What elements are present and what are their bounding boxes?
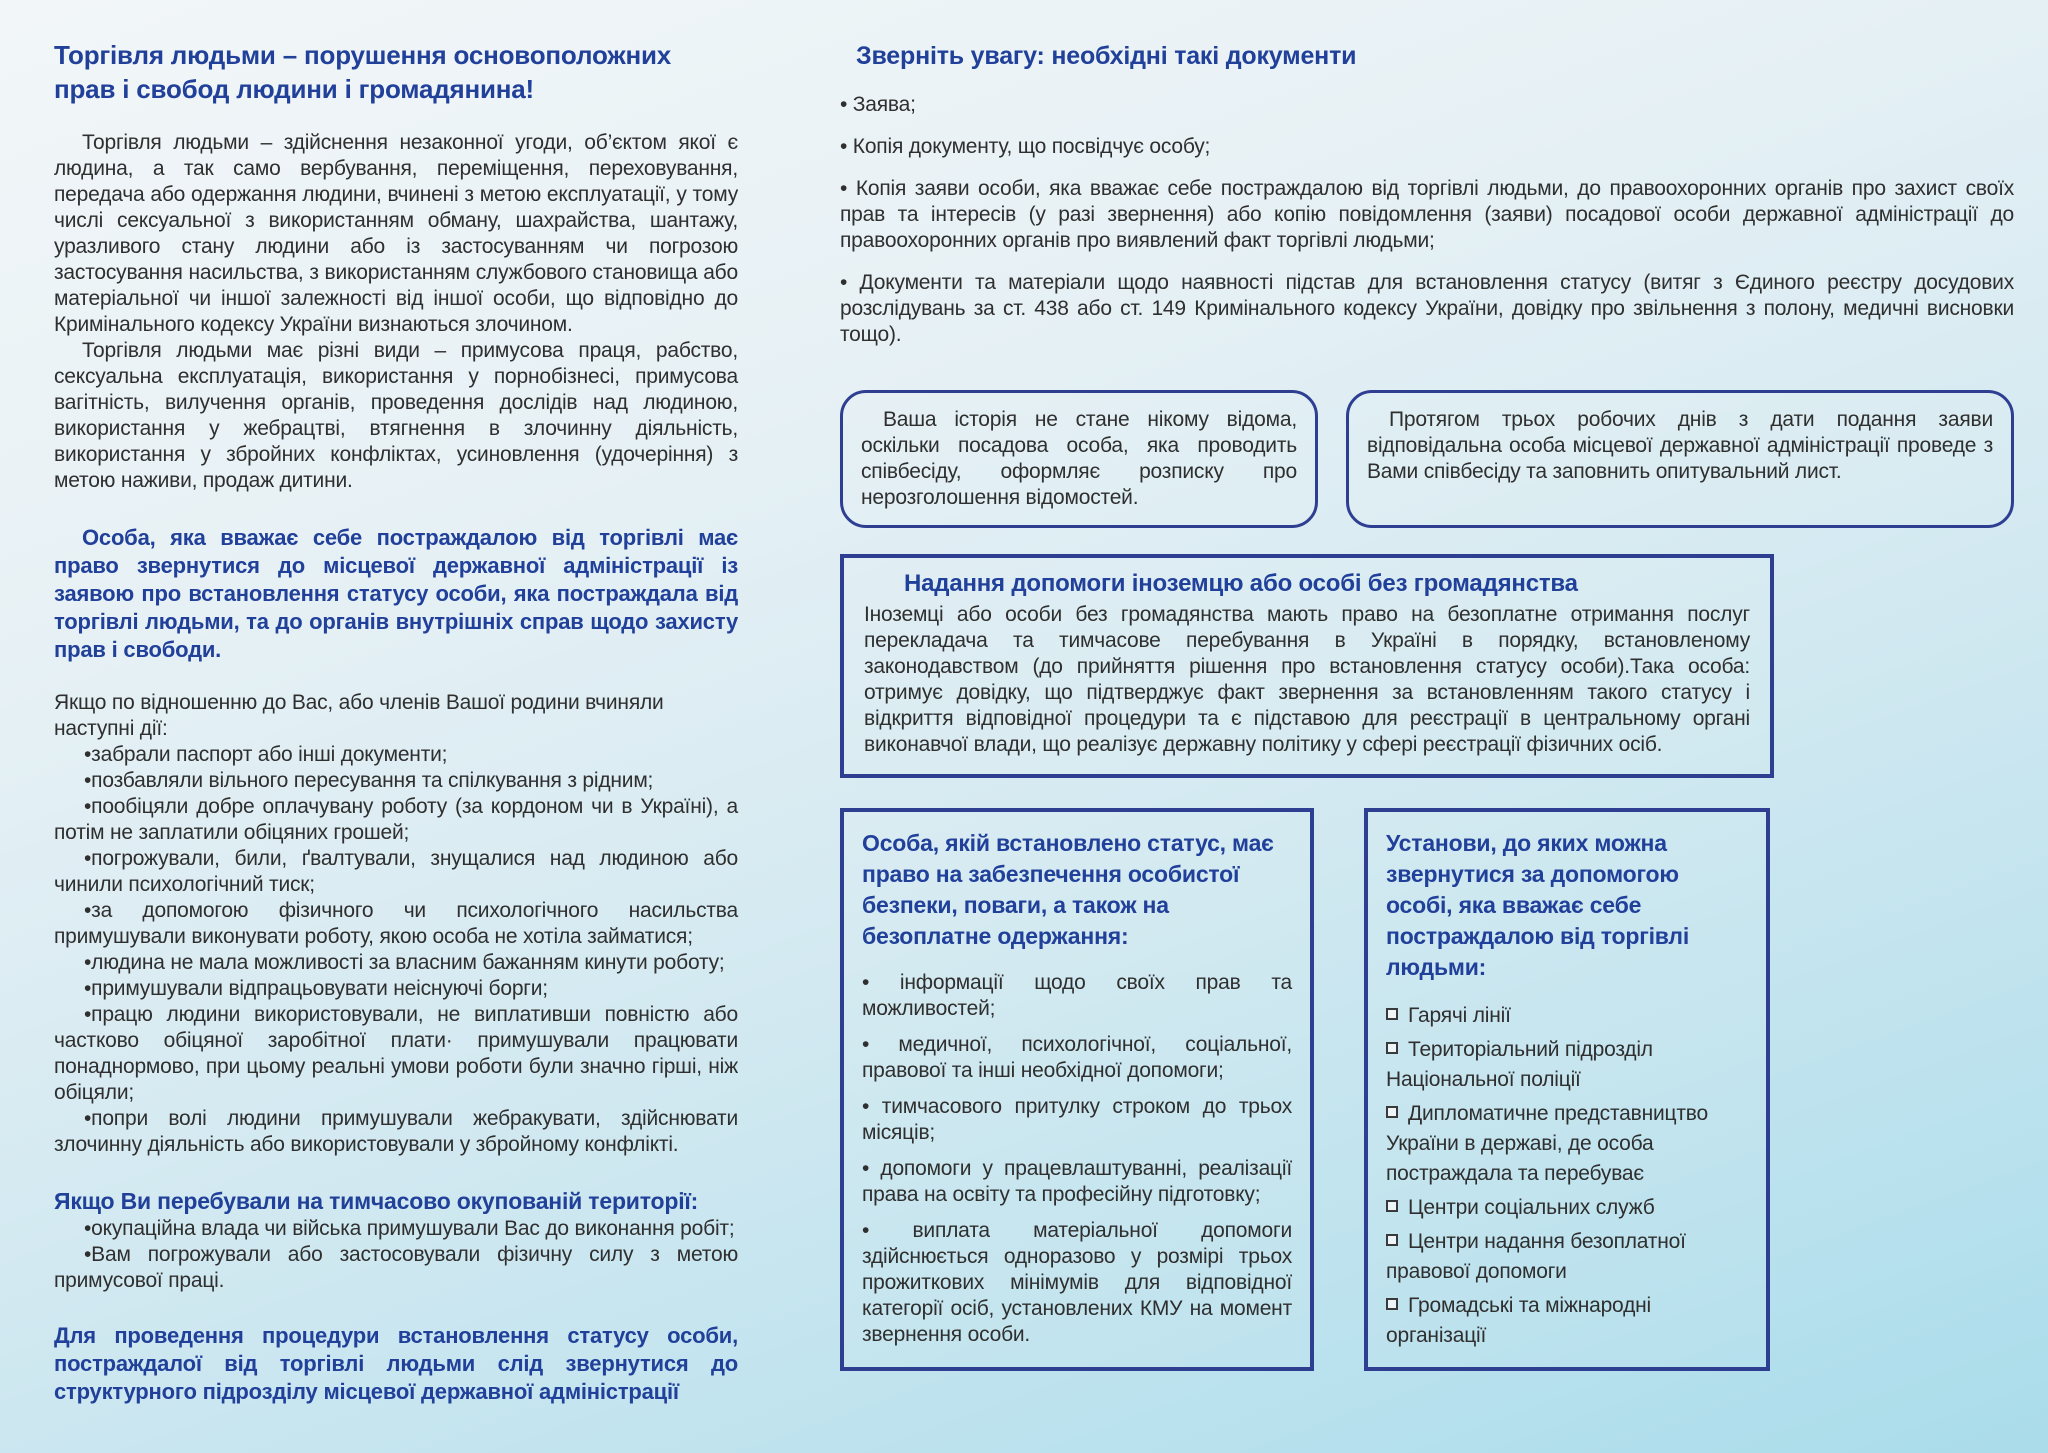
list-item: • пообіцяли добре оплачувану роботу (за кордоном чи в Україні), а потім не заплатили обіцяних грошей; xyxy=(54,794,738,846)
documents-heading: Зверніть увагу: необхідні такі документи xyxy=(856,42,1357,70)
list-item: Гарячі лінії xyxy=(1386,1001,1748,1031)
list-item: • Вам погрожували або застосовували фізичну силу з метою примусової праці. xyxy=(54,1242,738,1294)
list-item: • погрожували, били, ґвалтували, знущалися над людиною або чинили психологічний тиск; xyxy=(54,846,738,898)
foreigners-title: Надання допомоги іноземцю або особі без громадянства xyxy=(904,570,1578,597)
status-rights-title: Особа, якій встановлено статус, має право на забезпечення особистої безпеки, поваги, а також на безоплатне одержання: xyxy=(862,830,1274,949)
document-title: Торгівля людьми – порушення основоположних прав і свобод людини і громадянина! xyxy=(54,40,672,104)
list-item: Дипломатичне представництво України в державі, де особа постраждала та перебуває xyxy=(1386,1099,1748,1189)
documents-list xyxy=(840,92,2014,348)
list-item: • позбавляли вільного пересування та спілкування з рідним; xyxy=(54,768,738,794)
list-item: Центри надання безоплатної правової допомоги xyxy=(1386,1227,1748,1287)
foreigners-body: Іноземці або особи без громадянства мають право на безоплатне отримання послуг перекладача та тимчасове перебування в Україні в порядку, встановленому законодавством (до прийняття рішення про встановлення статусу особи).Така особа: отримує довідку, що підтверджує факт звернення за встановленням такого статусу і відкриття відповідної процедури та є підставою для реєстрації в центральному органі виконавчої влади, що реалізує державну політику у сфері реєстрації фізичних осіб. xyxy=(864,603,1750,756)
list-item: • людина не мала можливості за власним бажанням кинути роботу; xyxy=(54,950,738,976)
list-item: Центри соціальних служб xyxy=(1386,1193,1748,1223)
definition-paragraph: Торгівля людьми – здійснення незаконної угоди, об’єктом якої є людина, а так само вербування, переміщення, переховування, передача або одержання людини, вчинені з метою експлуатації, у тому числі сексуальної з використанням обману, шахрайства, шантажу, уразливого стану людини або із застосуванням чи погрозою застосування насильства, з використанням службового становища або матеріальної чи іншої залежності від іншої особи, що відповідно до Кримінального кодексу України визнаються злочином. xyxy=(54,131,738,336)
document-item: • Документи та матеріали щодо наявності підстав для встановлення статусу (витяг з Єдиного реєстру досудових розслідувань за ст. 438 або ст. 149 Кримінального кодексу України, довідку про звільнення з полону, медичні висновки тощо). xyxy=(840,270,2014,348)
actions-intro: Якщо по відношенню до Вас, або членів Вашої родини вчиняли наступні дії: xyxy=(54,691,664,740)
status-rights-list xyxy=(862,970,1292,1348)
bottom-boxes-row xyxy=(840,808,2014,1371)
institutions-box xyxy=(1364,808,1770,1371)
document-item: • Заява; xyxy=(840,92,2014,118)
left-column xyxy=(54,38,738,1406)
institutions-title: Установи, до яких можна звернутися за допомогою особі, яка вважає себе постраждалою від торгівлі людьми: xyxy=(1386,830,1690,980)
actions-list xyxy=(54,742,738,1158)
notes-row xyxy=(840,390,2014,528)
list-item: • окупаційна влада чи війська примушували Вас до виконання робіт; xyxy=(54,1216,738,1242)
list-item: • працю людини використовували, не виплативши повністю або частково обіцяної заробітної плати· примушували працювати понаднормово, при цьому реальні умови роботи були значно гірші, ніж обіцяли; xyxy=(54,1002,738,1106)
interview-note: Протягом трьох робочих днів з дати подання заяви відповідальна особа місцевої державної адміністрації проведе з Вами співбесіду та заповнить опитувальний лист. xyxy=(1346,390,2014,528)
list-item: • за допомогою фізичного чи психологічного насильства примушували виконувати роботу, якою особа не хотіла займатися; xyxy=(54,898,738,950)
list-item: • медичної, психологічної, соціальної, правової та інші необхідної допомоги; xyxy=(862,1032,1292,1084)
right-column xyxy=(840,40,2014,1371)
list-item: • попри волі людини примушували жебракувати, здійснювати злочинну діяльність або використовували у збройному конфлікті. xyxy=(54,1106,738,1158)
occupied-territory-heading: Якщо Ви перебували на тимчасово окупованій території: xyxy=(54,1188,699,1214)
rights-callout: Особа, яка вважає себе постраждалою від торгівлі має право звернутися до місцевої державної адміністрації із заявою про встановлення статусу особи, яка постраждала від торгівлі людьми, та до органів внутрішніх справ щодо захисту прав і свободи. xyxy=(54,525,738,662)
types-paragraph: Торгівля людьми має різні види – примусова праця, рабство, сексуальна експлуатація, використання у порнобізнесі, примусова вагітність, вилучення органів, проведення дослідів над людиною, використання у жебрацтві, втягнення в злочинну діяльність, використання у збройних конфліктах, усиновлення (удочеріння) з метою наживи, продаж дитини. xyxy=(54,339,738,492)
list-item: • допомоги у працевлаштуванні, реалізації права на освіту та професійну підготовку; xyxy=(862,1156,1292,1208)
list-item: • тимчасового притулку строком до трьох місяців; xyxy=(862,1094,1292,1146)
status-rights-box xyxy=(840,808,1314,1371)
list-item: • примушували відпрацьовувати неіснуючі борги; xyxy=(54,976,738,1002)
list-item: • виплата матеріальної допомоги здійснюється одноразово у розмірі трьох прожиткових мінімумів для відповідної категорії осіб, установлених КМУ на момент звернення особи. xyxy=(862,1218,1292,1348)
institutions-list xyxy=(1386,1001,1748,1351)
list-item: Громадські та міжнародні організації xyxy=(1386,1291,1748,1351)
document-item: • Копія документу, що посвідчує особу; xyxy=(840,134,2014,160)
confidentiality-note: Ваша історія не стане нікому відома, оскільки посадова особа, яка проводить співбесіду, оформляє розписку про нерозголошення відомостей. xyxy=(840,390,1318,528)
occupied-territory-list xyxy=(54,1216,738,1294)
list-item: Територіальний підрозділ Національної поліції xyxy=(1386,1035,1748,1095)
procedure-callout: Для проведення процедури встановлення статусу особи, постраждалої від торгівлі людьми слід звернутися до структурного підрозділу місцевої державної адміністрації xyxy=(54,1323,738,1404)
list-item: • забрали паспорт або інші документи; xyxy=(54,742,738,768)
foreigners-box xyxy=(840,554,1774,778)
list-item: • інформації щодо своїх прав та можливостей; xyxy=(862,970,1292,1022)
document-item: • Копія заяви особи, яка вважає себе постраждалою від торгівлі людьми, до правоохоронних органів про захист своїх прав та інтересів (у разі звернення) або копію повідомлення (заяви) посадової особи державної адміністрації до правоохоронних органів про виявлений факт торгівлі людьми; xyxy=(840,176,2014,254)
